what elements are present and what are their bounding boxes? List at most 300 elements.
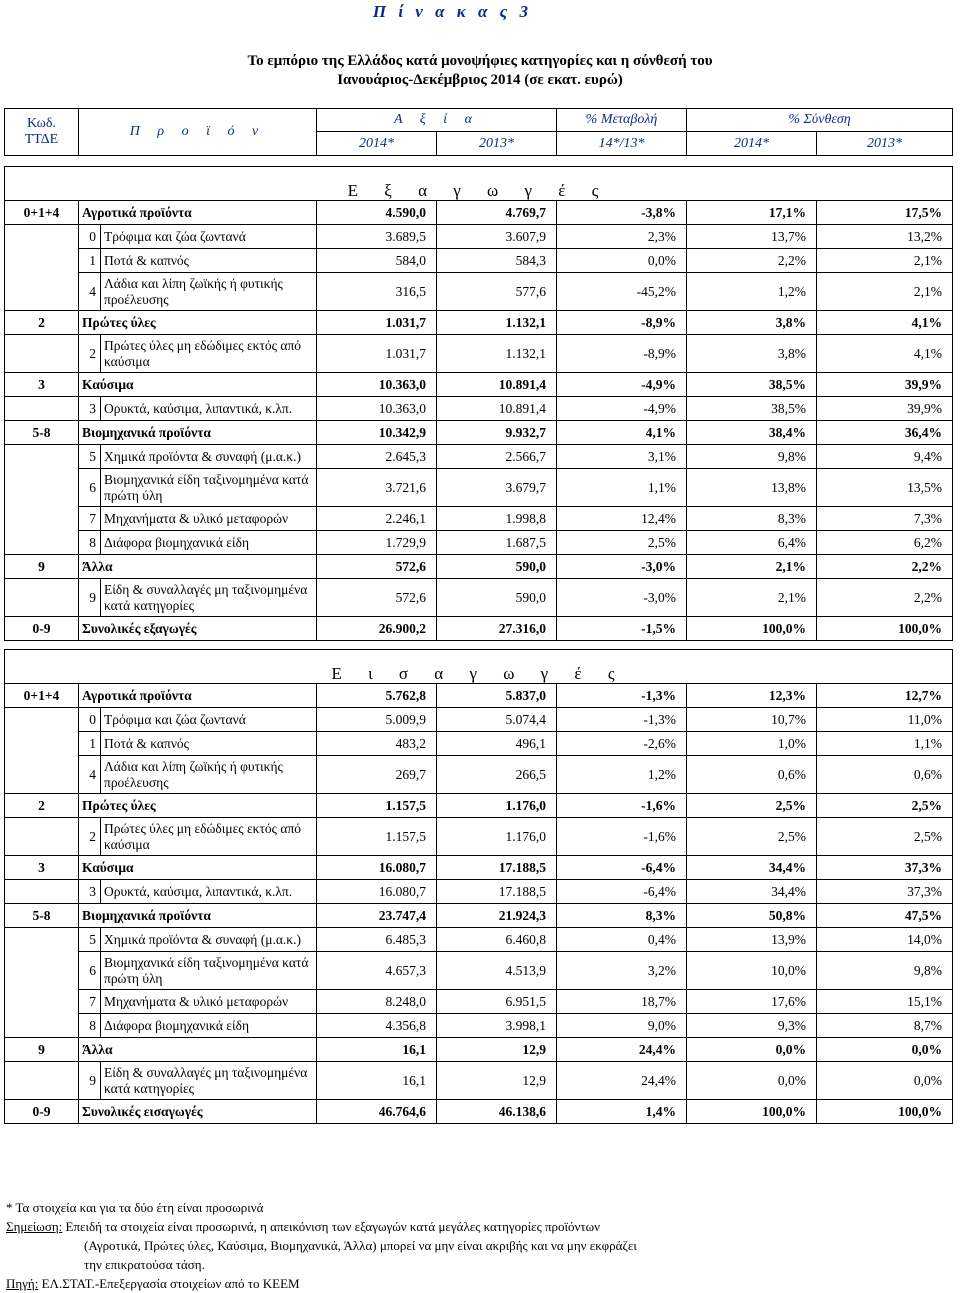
composition-header: % Σύνθεση: [687, 109, 953, 132]
composition-2013-cell: 15,1%: [817, 990, 953, 1014]
indent-cell: [5, 990, 79, 1014]
composition-2014-cell: 9,8%: [687, 445, 817, 469]
composition-2014-cell: 13,7%: [687, 225, 817, 249]
value-2014-cell: 483,2: [317, 732, 437, 756]
value-2014-cell: 6.485,3: [317, 928, 437, 952]
change-cell: -6,4%: [557, 880, 687, 904]
value-2014-cell: 16,1: [317, 1062, 437, 1100]
indent-cell: [5, 335, 79, 373]
value-2013-cell: 9.932,7: [437, 421, 557, 445]
subcategory-code: 8: [79, 531, 101, 555]
table-row: [5, 1038, 953, 1062]
value-2014-cell: 584,0: [317, 249, 437, 273]
value-2013-cell: 266,5: [437, 756, 557, 794]
source-text: ΕΛ.ΣΤΑΤ.-Επεξεργασία στοιχείων από το ΚΕΕΜ: [38, 1276, 300, 1291]
subcategory-code: 2: [79, 818, 101, 856]
subcategory-code: 1: [79, 732, 101, 756]
indent-cell: [5, 531, 79, 555]
composition-2013-cell: 4,1%: [817, 311, 953, 335]
composition-2014-cell: 2,5%: [687, 794, 817, 818]
composition-2013-cell: 7,3%: [817, 507, 953, 531]
subcategory-name: Διάφορα βιομηχανικά είδη: [101, 1014, 317, 1038]
table-row: [5, 335, 953, 373]
composition-2013-cell: 36,4%: [817, 421, 953, 445]
source-note: [6, 1274, 946, 1293]
change-cell: 0,4%: [557, 928, 687, 952]
indent-cell: [5, 880, 79, 904]
indent-cell: [5, 507, 79, 531]
value-2013-cell: 1.998,8: [437, 507, 557, 531]
table-row: [5, 311, 953, 335]
composition-2014-cell: 50,8%: [687, 904, 817, 928]
change-cell: -3,0%: [557, 555, 687, 579]
exports-section-title: Ε ξ α γ ω γ έ ς: [5, 167, 953, 201]
value-2013-cell: 2.566,7: [437, 445, 557, 469]
change-cell: 3,1%: [557, 445, 687, 469]
subcategory-code: 2: [79, 335, 101, 373]
change-cell: -45,2%: [557, 273, 687, 311]
asterisk-note: * Τα στοιχεία και για τα δύο έτη είναι προσωρινά: [6, 1200, 264, 1215]
table-row: [5, 225, 953, 249]
table-row: [5, 531, 953, 555]
subcategory-code: 7: [79, 507, 101, 531]
composition-2014-cell: 1,2%: [687, 273, 817, 311]
change-cell: -4,9%: [557, 373, 687, 397]
value-2014-cell: 4.657,3: [317, 952, 437, 990]
value-2013-cell: 3.679,7: [437, 469, 557, 507]
composition-2013-cell: 1,1%: [817, 732, 953, 756]
change-cell: -3,8%: [557, 201, 687, 225]
subcategory-name: Λάδια και λίπη ζωϊκής ή φυτικής προέλευσης: [101, 273, 317, 311]
composition-2014-cell: 0,6%: [687, 756, 817, 794]
imports-section: [5, 641, 953, 1124]
composition-2014-cell: 2,2%: [687, 249, 817, 273]
table-row: [5, 818, 953, 856]
change-cell: 3,2%: [557, 952, 687, 990]
value-2014-cell: 5.009,9: [317, 708, 437, 732]
value-2013-cell: 12,9: [437, 1038, 557, 1062]
change-cell: 1,1%: [557, 469, 687, 507]
value-2014-cell: 316,5: [317, 273, 437, 311]
composition-2013-cell: 4,1%: [817, 335, 953, 373]
subcategory-code: 9: [79, 579, 101, 617]
category-code: 0-9: [5, 617, 79, 641]
value-2013-header: 2013*: [437, 132, 557, 156]
value-2014-cell: 1.031,7: [317, 311, 437, 335]
value-2013-cell: 590,0: [437, 555, 557, 579]
table-row: [5, 579, 953, 617]
indent-cell: [5, 579, 79, 617]
category-name: Καύσιμα: [79, 373, 317, 397]
change-cell: -1,6%: [557, 818, 687, 856]
indent-cell: [5, 1014, 79, 1038]
value-2013-cell: 1.132,1: [437, 335, 557, 373]
indent-cell: [5, 397, 79, 421]
composition-2014-cell: 17,1%: [687, 201, 817, 225]
category-code: 0+1+4: [5, 201, 79, 225]
composition-2014-cell: 9,3%: [687, 1014, 817, 1038]
composition-2013-cell: 13,5%: [817, 469, 953, 507]
table-row: [5, 421, 953, 445]
exports-section: [5, 156, 953, 641]
composition-2014-cell: 12,3%: [687, 684, 817, 708]
subcategory-name: Μηχανήματα & υλικό μεταφορών: [101, 507, 317, 531]
subcategory-code: 7: [79, 990, 101, 1014]
subcategory-name: Χημικά προϊόντα & συναφή (μ.α.κ.): [101, 445, 317, 469]
value-2014-header: 2014*: [317, 132, 437, 156]
change-cell: 2,5%: [557, 531, 687, 555]
table-row: [5, 1014, 953, 1038]
value-2014-cell: 16.080,7: [317, 856, 437, 880]
value-2013-cell: 496,1: [437, 732, 557, 756]
table-row: [5, 684, 953, 708]
change-cell: 4,1%: [557, 421, 687, 445]
category-code: 3: [5, 856, 79, 880]
composition-2014-cell: 38,5%: [687, 373, 817, 397]
subcategory-name: Είδη & συναλλαγές μη ταξινομημένα κατά κατηγορίες: [101, 1062, 317, 1100]
indent-cell: [5, 732, 79, 756]
subcategory-code: 5: [79, 445, 101, 469]
composition-2013-cell: 0,6%: [817, 756, 953, 794]
change-cell: -6,4%: [557, 856, 687, 880]
subcategory-name: Τρόφιμα και ζώα ζωντανά: [101, 708, 317, 732]
value-2014-cell: 46.764,6: [317, 1100, 437, 1124]
indent-cell: [5, 273, 79, 311]
category-name: Βιομηχανικά προϊόντα: [79, 904, 317, 928]
footnotes: [6, 1198, 946, 1293]
table-row: [5, 373, 953, 397]
composition-2013-cell: 12,7%: [817, 684, 953, 708]
composition-2013-cell: 37,3%: [817, 880, 953, 904]
value-2013-cell: 5.074,4: [437, 708, 557, 732]
value-2013-cell: 3.607,9: [437, 225, 557, 249]
category-name: Αγροτικά προϊόντα: [79, 201, 317, 225]
category-code: 2: [5, 794, 79, 818]
change-cell: 24,4%: [557, 1062, 687, 1100]
composition-2013-cell: 2,1%: [817, 249, 953, 273]
value-2014-cell: 1.031,7: [317, 335, 437, 373]
composition-2014-cell: 34,4%: [687, 880, 817, 904]
category-code: 3: [5, 373, 79, 397]
composition-2013-cell: 100,0%: [817, 1100, 953, 1124]
table-row: [5, 445, 953, 469]
subcategory-code: 4: [79, 273, 101, 311]
value-2014-cell: 572,6: [317, 579, 437, 617]
subcategory-code: 5: [79, 928, 101, 952]
table-row: [5, 756, 953, 794]
value-2013-cell: 1.176,0: [437, 818, 557, 856]
composition-2013-cell: 11,0%: [817, 708, 953, 732]
indent-cell: [5, 756, 79, 794]
value-2014-cell: 269,7: [317, 756, 437, 794]
indent-cell: [5, 708, 79, 732]
value-2014-cell: 5.762,8: [317, 684, 437, 708]
table-row: [5, 990, 953, 1014]
subtitle-line-2: Ιανουάριος-Δεκέμβριος 2014 (σε εκατ. ευρώ): [337, 72, 623, 88]
composition-2013-cell: 6,2%: [817, 531, 953, 555]
remark-line-1: Επειδή τα στοιχεία είναι προσωρινά, η απεικόνιση των εξαγωγών κατά μεγάλες κατηγορίες προϊόντων: [62, 1219, 601, 1234]
table-number-title: [0, 2, 960, 22]
table-row: [5, 732, 953, 756]
table-row: [5, 952, 953, 990]
value-2013-cell: 17.188,5: [437, 880, 557, 904]
remark-line-2: (Αγροτικά, Πρώτες ύλες, Καύσιμα, Βιομηχανικά, Άλλα) μπορεί να μην είναι ακριβής και να μην εκφράζει: [84, 1238, 637, 1253]
value-2013-cell: 1.687,5: [437, 531, 557, 555]
subcategory-name: Βιομηχανικά είδη ταξινομημένα κατά πρώτη ύλη: [101, 469, 317, 507]
value-2014-cell: 4.590,0: [317, 201, 437, 225]
category-name: Πρώτες ύλες: [79, 311, 317, 335]
composition-2013-cell: 37,3%: [817, 856, 953, 880]
indent-cell: [5, 1062, 79, 1100]
composition-2014-cell: 100,0%: [687, 1100, 817, 1124]
composition-2013-cell: 13,2%: [817, 225, 953, 249]
change-period-header: 14*/13*: [557, 132, 687, 156]
table-row: [5, 469, 953, 507]
composition-2013-cell: 17,5%: [817, 201, 953, 225]
composition-2014-cell: 8,3%: [687, 507, 817, 531]
table-row: [5, 794, 953, 818]
composition-2014-cell: 17,6%: [687, 990, 817, 1014]
subcategory-name: Πρώτες ύλες μη εδώδιμες εκτός από καύσιμα: [101, 335, 317, 373]
value-2014-cell: 2.246,1: [317, 507, 437, 531]
remark-line-3: την επικρατούσα τάση.: [84, 1257, 205, 1272]
composition-2014-cell: 3,8%: [687, 311, 817, 335]
subcategory-code: 0: [79, 708, 101, 732]
composition-2014-cell: 0,0%: [687, 1062, 817, 1100]
value-2013-cell: 6.951,5: [437, 990, 557, 1014]
composition-2014-cell: 1,0%: [687, 732, 817, 756]
change-cell: -4,9%: [557, 397, 687, 421]
change-cell: -3,0%: [557, 579, 687, 617]
composition-2014-cell: 13,9%: [687, 928, 817, 952]
subcategory-name: Ποτά & καπνός: [101, 249, 317, 273]
category-name: Άλλα: [79, 1038, 317, 1062]
composition-2014-cell: 10,7%: [687, 708, 817, 732]
subcategory-name: Χημικά προϊόντα & συναφή (μ.α.κ.): [101, 928, 317, 952]
composition-2013-cell: 9,8%: [817, 952, 953, 990]
category-code: 9: [5, 1038, 79, 1062]
subcategory-name: Είδη & συναλλαγές μη ταξινομημένα κατά κατηγορίες: [101, 579, 317, 617]
value-2014-cell: 16.080,7: [317, 880, 437, 904]
value-2013-cell: 3.998,1: [437, 1014, 557, 1038]
indent-cell: [5, 952, 79, 990]
composition-2013-cell: 8,7%: [817, 1014, 953, 1038]
code-header: [5, 109, 79, 156]
table-number-label: Π ί ν α κ α ς 3: [372, 2, 532, 21]
value-2013-cell: 5.837,0: [437, 684, 557, 708]
composition-2013-cell: 14,0%: [817, 928, 953, 952]
indent-cell: [5, 818, 79, 856]
change-cell: -1,6%: [557, 794, 687, 818]
subtitle-line-1: Το εμπόριο της Ελλάδος κατά μονοψήφιες κατηγορίες και η σύνθεσή του: [247, 53, 713, 69]
composition-2013-cell: 2,1%: [817, 273, 953, 311]
composition-2014-cell: 38,4%: [687, 421, 817, 445]
value-2014-cell: 3.689,5: [317, 225, 437, 249]
indent-cell: [5, 469, 79, 507]
value-2014-cell: 26.900,2: [317, 617, 437, 641]
value-2014-cell: 4.356,8: [317, 1014, 437, 1038]
indent-cell: [5, 249, 79, 273]
composition-2013-cell: 0,0%: [817, 1038, 953, 1062]
composition-2013-cell: 2,2%: [817, 555, 953, 579]
composition-2013-cell: 2,5%: [817, 818, 953, 856]
category-name: Καύσιμα: [79, 856, 317, 880]
table-row: [5, 617, 953, 641]
subcategory-name: Ορυκτά, καύσιμα, λιπαντικά, κ.λπ.: [101, 880, 317, 904]
composition-2014-cell: 2,1%: [687, 555, 817, 579]
subcategory-name: Βιομηχανικά είδη ταξινομημένα κατά πρώτη ύλη: [101, 952, 317, 990]
remark-note: [6, 1217, 946, 1236]
category-name: Βιομηχανικά προϊόντα: [79, 421, 317, 445]
composition-2014-cell: 0,0%: [687, 1038, 817, 1062]
category-code: 5-8: [5, 421, 79, 445]
source-label: Πηγή:: [6, 1276, 39, 1291]
composition-2014-cell: 2,5%: [687, 818, 817, 856]
category-code: 9: [5, 555, 79, 579]
composition-2013-cell: 47,5%: [817, 904, 953, 928]
imports-section-title: Ε ι σ α γ ω γ έ ς: [5, 650, 953, 684]
composition-2014-header: 2014*: [687, 132, 817, 156]
subcategory-name: Μηχανήματα & υλικό μεταφορών: [101, 990, 317, 1014]
value-2013-cell: 590,0: [437, 579, 557, 617]
indent-cell: [5, 225, 79, 249]
code-header-line-2: ΤΤΔΕ: [24, 132, 59, 147]
composition-2014-cell: 3,8%: [687, 335, 817, 373]
category-name: Άλλα: [79, 555, 317, 579]
category-code: 0-9: [5, 1100, 79, 1124]
table-row: [5, 928, 953, 952]
composition-2014-cell: 34,4%: [687, 856, 817, 880]
trade-table: [4, 108, 953, 1124]
composition-2014-cell: 6,4%: [687, 531, 817, 555]
value-2013-cell: 1.132,1: [437, 311, 557, 335]
change-cell: 9,0%: [557, 1014, 687, 1038]
table-row: [5, 249, 953, 273]
table-row: [5, 904, 953, 928]
table-row: [5, 1062, 953, 1100]
change-cell: -2,6%: [557, 732, 687, 756]
subcategory-code: 6: [79, 952, 101, 990]
table-row: [5, 273, 953, 311]
value-2014-cell: 572,6: [317, 555, 437, 579]
value-2014-cell: 10.342,9: [317, 421, 437, 445]
subcategory-name: Ποτά & καπνός: [101, 732, 317, 756]
value-2014-cell: 1.157,5: [317, 794, 437, 818]
value-2014-cell: 8.248,0: [317, 990, 437, 1014]
composition-2014-cell: 10,0%: [687, 952, 817, 990]
category-name: Πρώτες ύλες: [79, 794, 317, 818]
change-cell: -1,3%: [557, 684, 687, 708]
composition-2014-cell: 100,0%: [687, 617, 817, 641]
table-row: [5, 507, 953, 531]
value-2014-cell: 2.645,3: [317, 445, 437, 469]
change-cell: 12,4%: [557, 507, 687, 531]
composition-2013-header: 2013*: [817, 132, 953, 156]
value-2013-cell: 584,3: [437, 249, 557, 273]
subcategory-code: 1: [79, 249, 101, 273]
category-name: Συνολικές εξαγωγές: [79, 617, 317, 641]
subcategory-name: Πρώτες ύλες μη εδώδιμες εκτός από καύσιμα: [101, 818, 317, 856]
composition-2014-cell: 13,8%: [687, 469, 817, 507]
change-cell: 24,4%: [557, 1038, 687, 1062]
change-cell: 2,3%: [557, 225, 687, 249]
value-2014-cell: 16,1: [317, 1038, 437, 1062]
composition-2013-cell: 39,9%: [817, 373, 953, 397]
value-2014-cell: 3.721,6: [317, 469, 437, 507]
change-cell: 8,3%: [557, 904, 687, 928]
table-row: [5, 856, 953, 880]
indent-cell: [5, 928, 79, 952]
change-cell: -1,3%: [557, 708, 687, 732]
value-2013-cell: 577,6: [437, 273, 557, 311]
subcategory-code: 8: [79, 1014, 101, 1038]
value-2013-cell: 6.460,8: [437, 928, 557, 952]
subcategory-code: 6: [79, 469, 101, 507]
change-cell: 1,2%: [557, 756, 687, 794]
value-2013-cell: 1.176,0: [437, 794, 557, 818]
category-code: 5-8: [5, 904, 79, 928]
composition-2013-cell: 100,0%: [817, 617, 953, 641]
composition-2013-cell: 39,9%: [817, 397, 953, 421]
table-row: [5, 397, 953, 421]
table-subtitle: [0, 52, 960, 90]
subcategory-name: Τρόφιμα και ζώα ζωντανά: [101, 225, 317, 249]
subcategory-name: Λάδια και λίπη ζωϊκής ή φυτικής προέλευσης: [101, 756, 317, 794]
change-cell: 1,4%: [557, 1100, 687, 1124]
composition-2014-cell: 38,5%: [687, 397, 817, 421]
subcategory-code: 0: [79, 225, 101, 249]
value-2014-cell: 23.747,4: [317, 904, 437, 928]
composition-2014-cell: 2,1%: [687, 579, 817, 617]
table-row: [5, 1100, 953, 1124]
indent-cell: [5, 445, 79, 469]
category-code: 2: [5, 311, 79, 335]
value-2013-cell: 12,9: [437, 1062, 557, 1100]
table-row: [5, 880, 953, 904]
change-cell: 18,7%: [557, 990, 687, 1014]
subcategory-name: Διάφορα βιομηχανικά είδη: [101, 531, 317, 555]
composition-2013-cell: 0,0%: [817, 1062, 953, 1100]
value-2013-cell: 27.316,0: [437, 617, 557, 641]
remark-label: Σημείωση:: [6, 1219, 63, 1234]
value-2014-cell: 1.157,5: [317, 818, 437, 856]
table-row: [5, 555, 953, 579]
value-2013-cell: 17.188,5: [437, 856, 557, 880]
value-2013-cell: 10.891,4: [437, 373, 557, 397]
value-2013-cell: 4.513,9: [437, 952, 557, 990]
value-2014-cell: 1.729,9: [317, 531, 437, 555]
value-2013-cell: 4.769,7: [437, 201, 557, 225]
subcategory-name: Ορυκτά, καύσιμα, λιπαντικά, κ.λπ.: [101, 397, 317, 421]
subcategory-code: 3: [79, 880, 101, 904]
product-header: Π ρ ο ϊ ό ν: [79, 109, 317, 156]
table-row: [5, 201, 953, 225]
code-header-line-1: Κωδ.: [27, 116, 56, 131]
value-header: Α ξ ί α: [317, 109, 557, 132]
category-name: Συνολικές εισαγωγές: [79, 1100, 317, 1124]
value-2013-cell: 46.138,6: [437, 1100, 557, 1124]
table-row: [5, 708, 953, 732]
category-name: Αγροτικά προϊόντα: [79, 684, 317, 708]
composition-2013-cell: 2,5%: [817, 794, 953, 818]
subcategory-code: 3: [79, 397, 101, 421]
change-header: % Μεταβολή: [557, 109, 687, 132]
composition-2013-cell: 2,2%: [817, 579, 953, 617]
subcategory-code: 4: [79, 756, 101, 794]
composition-2013-cell: 9,4%: [817, 445, 953, 469]
change-cell: -8,9%: [557, 335, 687, 373]
change-cell: -1,5%: [557, 617, 687, 641]
